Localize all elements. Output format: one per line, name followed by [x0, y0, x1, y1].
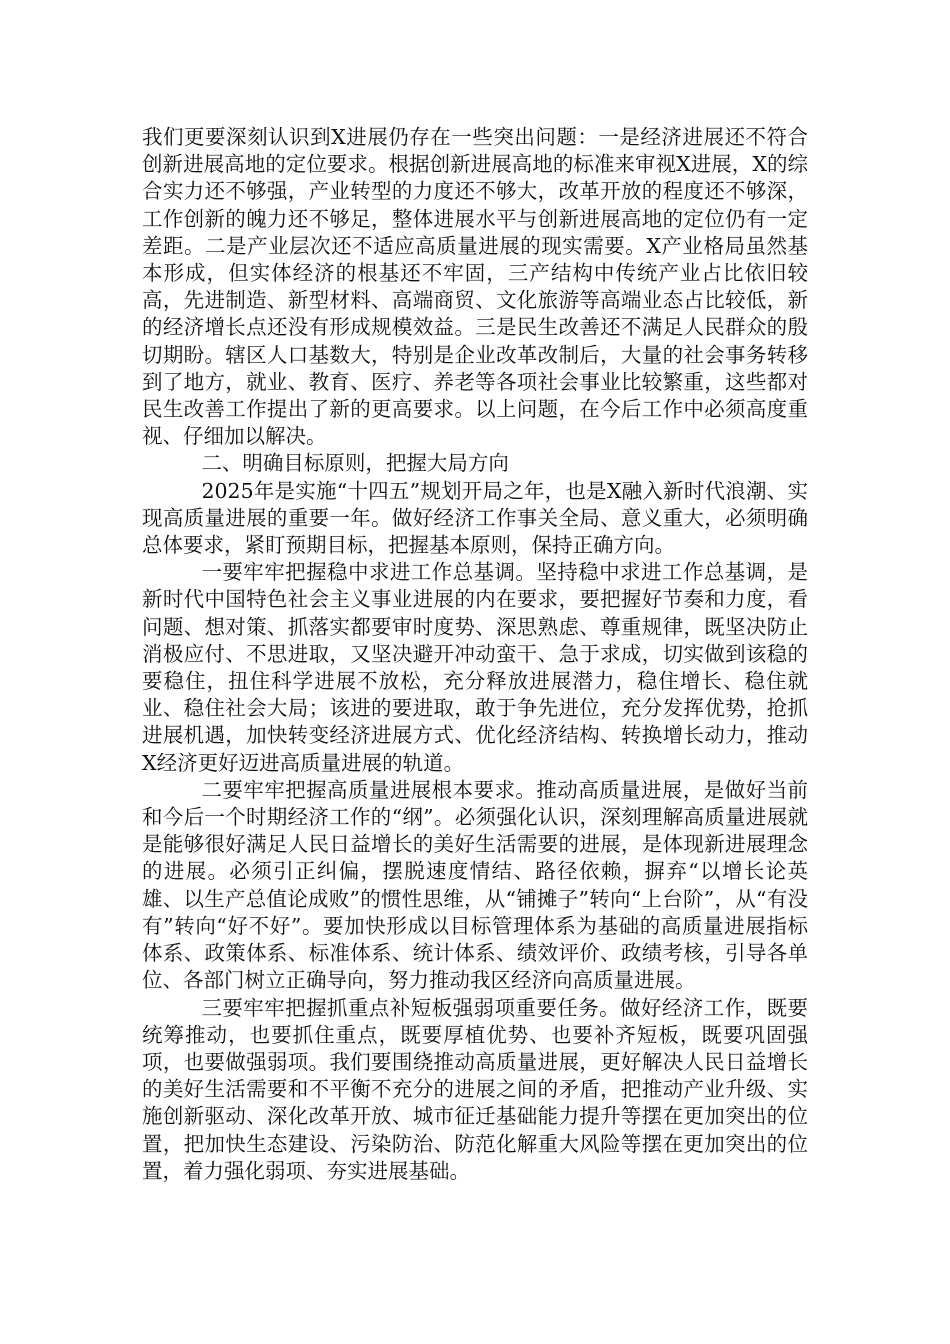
paragraph-point-one: 一要牢牢把握稳中求进工作总基调。坚持稳中求进工作总基调，是新时代中国特色社会主义事业进展的内在要求，要把握好节奏和力度，看问题、想对策、抓落实都要审时度势、深思熟虑、尊重规律，既坚决防止消极应付、不思进取，又坚决避开冲动蛮干、急于求成，切实做到该稳的要稳住，扭住科学进展不放松，充分释放进展潜力，稳住增长、稳住就业、稳住社会大局；该进的要进取，敢于争先进位，充分发挥优势，抢抓进展机遇，加快转变经济进展方式、优化经济结构、转换增长动力，推动X经济更好迈进高质量进展的轨道。 — [142, 560, 808, 775]
section-heading-goals: 二、明确目标原则，把握大局方向 — [201, 451, 509, 476]
paragraph-point-three: 三要牢牢把握抓重点补短板强弱项重要任务。做好经济工作，既要统筹推动，也要抓住重点，既要厚植优势、也要补齐短板，既要巩固强项，也要做强弱项。我们要围绕推动高质量进展，更好解决人民日益增长的美好生活需要和不平衡不充分的进展之间的矛盾，把推动产业升级、实施创新驱动、深化改革开放、城市征迁基础能力提升等摆在更加突出的位置，把加快生态建设、污染防治、防范化解重大风险等摆在更加突出的位置，着力强化弱项、夯实进展基础。 — [142, 995, 808, 1183]
paragraph-2025-overview: 2025年是实施“十四五”规划开局之年，也是X融入新时代浪潮、实现高质量进展的重要一年。做好经济工作事关全局、意义重大，必须明确总体要求，紧盯预期目标，把握基本原则，保持正确方向。 — [142, 478, 808, 558]
paragraph-point-two: 二要牢牢把握高质量进展根本要求。推动高质量进展，是做好当前和今后一个时期经济工作的“纲”。必须强化认识，深刻理解高质量进展就是能够很好满足人民日益增长的美好生活需要的进展，是体现新进展理念的进展。必须引正纠偏，摆脱速度情结、路径依赖，摒弃“以增长论英雄、以生产总值论成败”的惯性思维，从“铺摊子”转向“上台阶”，从“有没有”转向“好不好”。要加快形成以目标管理体系为基础的高质量进展指标体系、政策体系、标准体系、统计体系、绩效评价、政绩考核，引导各单位、各部门树立正确导向，努力推动我区经济向高质量进展。 — [142, 777, 808, 993]
paragraph-problems: 我们更要深刻认识到X进展仍存在一些突出问题：一是经济进展还不符合创新进展高地的定位要求。根据创新进展高地的标准来审视X进展，X的综合实力还不够强，产业转型的力度还不够大，改革开放的程度还不够深，工作创新的魄力还不够足，整体进展水平与创新进展高地的定位仍有一定差距。二是产业层次还不适应高质量进展的现实需要。X产业格局虽然基本形成，但实体经济的根基还不牢固，三产结构中传统产业占比依旧较高，先进制造、新型材料、高端商贸、文化旅游等高端业态占比较低，新的经济增长点还没有形成规模效益。三是民生改善还不满足人民群众的殷切期盼。辖区人口基数大，特别是企业改革改制后，大量的社会事务转移到了地方，就业、教育、医疗、养老等各项社会事业比较繁重，这些都对民生改善工作提出了新的更高要求。以上问题，在今后工作中必须高度重视、仔细加以解决。 — [142, 125, 808, 449]
document-body — [142, 124, 808, 1185]
